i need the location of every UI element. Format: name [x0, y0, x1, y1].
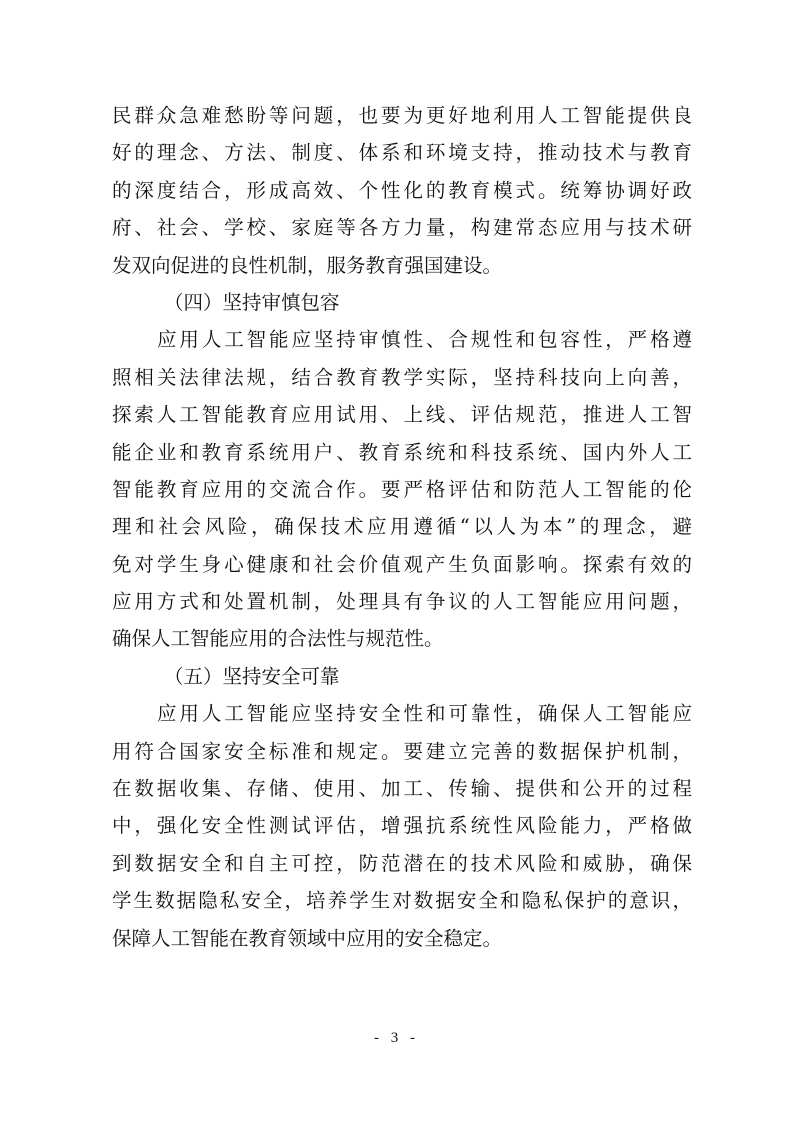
page-number: - 3 -: [374, 1030, 419, 1046]
paragraph-line: 应用人工智能应坚持安全性和可靠性，确保人工智能应: [157, 702, 692, 726]
paragraph-line: 府、社会、学校、家庭等各方力量，构建常态应用与技术研: [112, 216, 692, 240]
paragraph-line: 中，强化安全性测试评估，增强抗系统性风险能力，严格做: [112, 814, 692, 838]
paragraph-line: 在数据收集、存储、使用、加工、传输、提供和公开的过程: [112, 777, 692, 801]
paragraph-line: 应用人工智能应坚持审慎性、合规性和包容性，严格遵: [157, 328, 692, 352]
paragraph-line: 学生数据隐私安全，培养学生对数据安全和隐私保护的意识，: [112, 889, 692, 913]
paragraph-line: 免对学生身心健康和社会价值观产生负面影响。探索有效的: [112, 552, 692, 576]
paragraph-line: 确保人工智能应用的合法性与规范性。: [112, 627, 444, 651]
paragraph-line: 能企业和教育系统用户、教育系统和科技系统、国内外人工: [112, 440, 692, 464]
paragraph-line: 民群众急难愁盼等问题，也要为更好地利用人工智能提供良: [112, 104, 692, 127]
paragraph-line: 好的理念、方法、制度、体系和环境支持，推动技术与教育: [112, 141, 692, 165]
paragraph-line: 理和社会风险，确保技术应用遵循“以人为本”的理念，避: [112, 515, 692, 539]
paragraph-line: 应用方式和处置机制，处理具有争议的人工智能应用问题，: [112, 590, 692, 614]
paragraph-line: 发双向促进的良性机制，服务教育强国建设。: [112, 253, 503, 277]
paragraph-line: 智能教育应用的交流合作。要严格评估和防范人工智能的伦: [112, 477, 692, 501]
paragraph-line: 到数据安全和自主可控，防范潜在的技术风险和威胁，确保: [112, 851, 692, 875]
body-text: [112, 97, 692, 957]
paragraph-line: 照相关法律法规，结合教育教学实际，坚持科技向上向善，: [112, 365, 692, 389]
section-heading-4: （四）坚持审慎包容: [164, 290, 340, 314]
paragraph-line: 的深度结合，形成高效、个性化的教育模式。统筹协调好政: [112, 178, 692, 202]
section-heading-5: （五）坚持安全可靠: [164, 664, 340, 688]
paragraph-line: 保障人工智能在教育领域中应用的安全稳定。: [112, 926, 503, 950]
paragraph-line: 探索人工智能教育应用试用、上线、评估规范，推进人工智: [112, 403, 692, 427]
paragraph-line: 用符合国家安全标准和规定。要建立完善的数据保护机制，: [112, 739, 692, 763]
